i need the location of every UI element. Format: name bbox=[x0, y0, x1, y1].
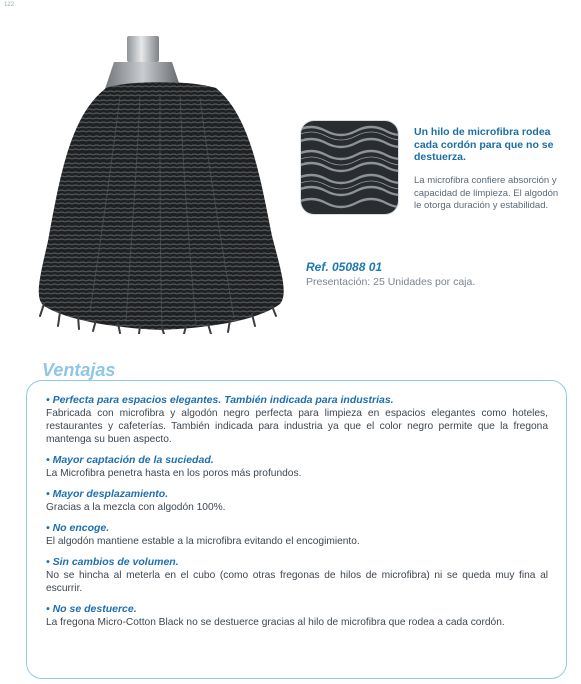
advantage-text: La Microfibra penetra hasta en los poros más profundos. bbox=[46, 468, 302, 479]
feature-heading: Un hilo de microfibra rodea cada cordón para que no se destuerza. bbox=[414, 126, 554, 163]
advantage-item bbox=[46, 522, 548, 548]
product-reference: Ref. 05088 01 bbox=[306, 260, 383, 274]
mop-head-image bbox=[30, 36, 292, 334]
advantage-title: • No se destuerce. bbox=[46, 603, 137, 615]
advantage-item bbox=[46, 454, 548, 480]
advantage-item bbox=[46, 488, 548, 514]
advantages-list bbox=[46, 394, 548, 637]
advantage-title: • No encoge. bbox=[46, 522, 110, 534]
advantages-title: Ventajas bbox=[42, 360, 116, 380]
advantage-item bbox=[46, 394, 548, 446]
advantage-title: • Mayor captación de la suciedad. bbox=[46, 454, 214, 466]
advantage-title: • Perfecta para espacios elegantes. También indicada para industrias. bbox=[46, 394, 394, 406]
advantage-item bbox=[46, 603, 548, 629]
microfiber-closeup-image bbox=[300, 120, 399, 215]
advantage-title: • Sin cambios de volumen. bbox=[46, 556, 179, 568]
advantage-text: El algodón mantiene estable a la microfibra evitando el encogimiento. bbox=[46, 536, 360, 547]
advantage-item bbox=[46, 556, 548, 595]
feature-description: La microfibra confiere absorción y capacidad de limpieza. El algodón le otorga duración y estabilidad. bbox=[414, 175, 559, 211]
advantage-text: Fabricada con microfibra y algodón negro perfecta para limpieza en espacios elegantes como hoteles, restaurantes y cafeterías. También indicada para industria ya que el color negro permite que la fregona mantenga su buen aspecto. bbox=[46, 408, 548, 445]
advantage-title: • Mayor desplazamiento. bbox=[46, 488, 169, 500]
advantage-text: Gracias a la mezcla con algodón 100%. bbox=[46, 502, 226, 513]
advantage-text: La fregona Micro-Cotton Black no se destuerce gracias al hilo de microfibra que rodea a cada cordón. bbox=[46, 617, 505, 628]
page-number: 122 bbox=[4, 2, 15, 8]
presentation-info: Presentación: 25 Unidades por caja. bbox=[306, 276, 476, 288]
advantage-text: No se hincha al meterla en el cubo (como otras fregonas de hilos de microfibra) ni se queda muy fina al escurrir. bbox=[46, 570, 548, 594]
